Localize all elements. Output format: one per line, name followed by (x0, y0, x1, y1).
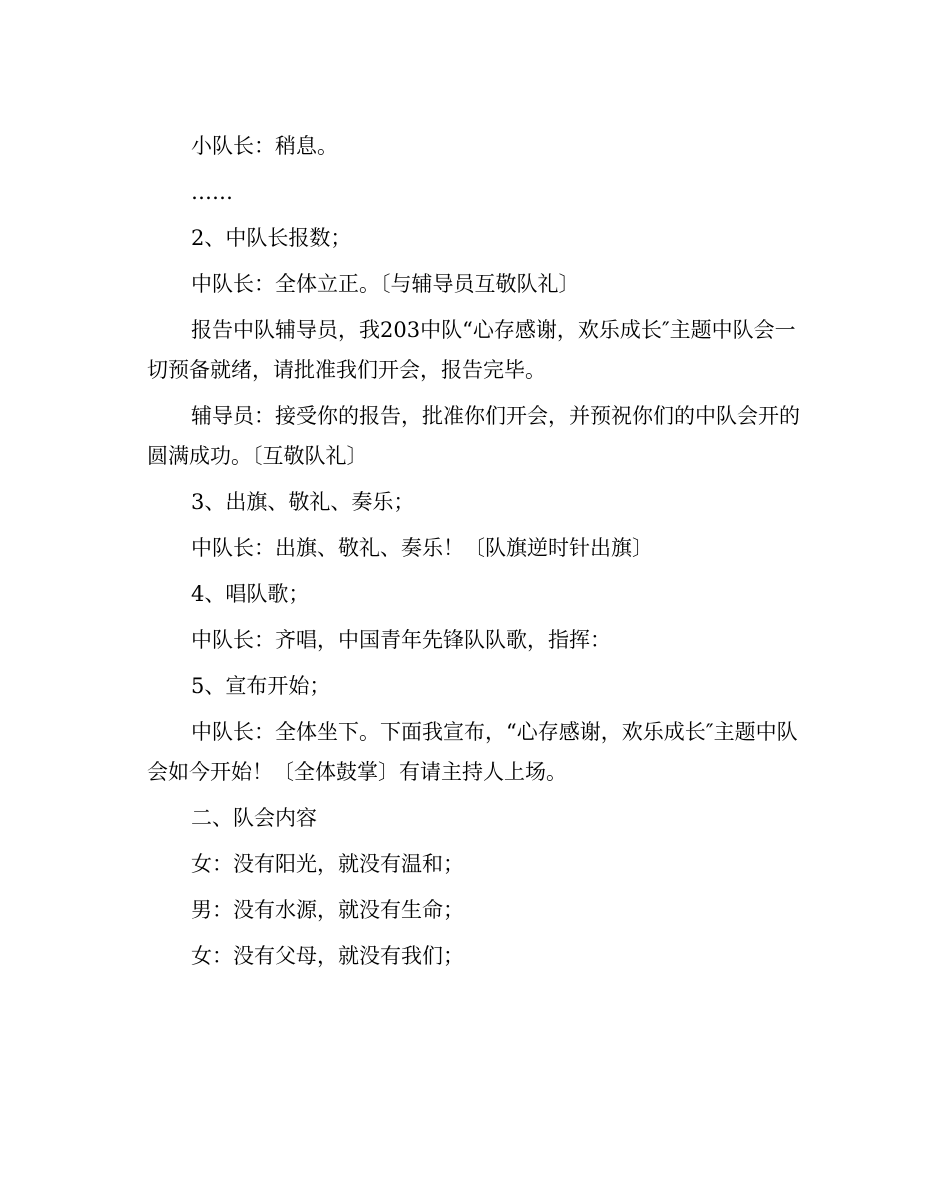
paragraph: 报告中队辅导员，我203中队“心存感谢，欢乐成长″主题中队会一切预备就绪，请批准我们开会，报告完毕。 (147, 318, 796, 382)
paragraph: 女：没有父母，就没有我们； (191, 944, 464, 968)
section-heading: 二、队会内容 (191, 806, 317, 830)
paragraph: 男：没有水源，就没有生命； (191, 898, 464, 922)
paragraph: 2、中队长报数； (191, 226, 352, 250)
paragraph: 中队长：全体立正。〔与辅导员互敬队礼〕 (191, 272, 580, 296)
paragraph: …… (191, 180, 233, 204)
paragraph: 辅导员：接受你的报告，批准你们开会，并预祝你们的中队会开的圆满成功。〔互敬队礼〕 (147, 404, 800, 468)
paragraph: 小队长：稍息。 (191, 134, 338, 158)
document-body (147, 126, 807, 982)
paragraph: 5、宣布开始； (191, 674, 331, 698)
paragraph: 3、出旗、敬礼、奏乐； (191, 490, 415, 514)
paragraph: 女：没有阳光，就没有温和； (191, 852, 464, 876)
paragraph: 中队长：全体坐下。下面我宣布，“心存感谢，欢乐成长″主题中队会如今开始！〔全体鼓掌〕有请主持人上场。 (147, 720, 798, 784)
paragraph: 中队长：齐唱，中国青年先锋队队歌，指挥： (191, 628, 611, 652)
paragraph: 4、唱队歌； (191, 582, 310, 606)
paragraph: 中队长：出旗、敬礼、奏乐！〔队旗逆时针出旗〕 (191, 536, 653, 560)
